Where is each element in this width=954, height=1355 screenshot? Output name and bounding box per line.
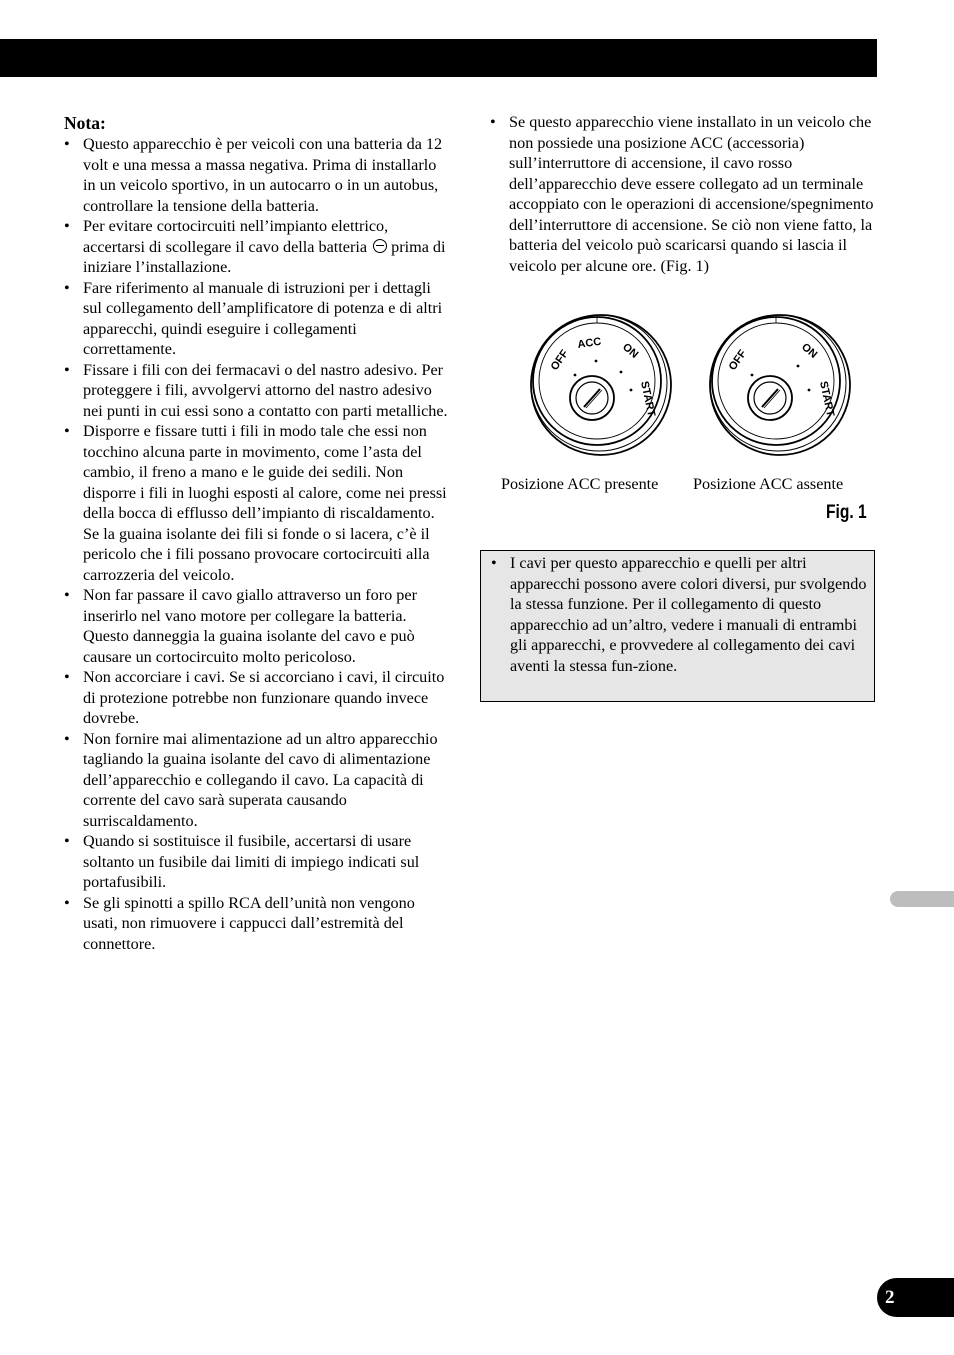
figure-label: Fig. 1 — [826, 502, 867, 523]
section-tab — [890, 891, 954, 907]
ignition-switches-illustration — [500, 308, 880, 458]
acc-section — [490, 112, 880, 276]
page-number: 2 — [877, 1278, 954, 1317]
list-item: • Questo apparecchio è per veicoli con una batteria da 12 volt e una messa a massa negativa. Prima di installarlo in un veicolo sportivo, in un autocarro o in un autobus, controllare la tensione della batteria. — [64, 134, 452, 216]
list-item: • I cavi per questo apparecchio e quelli per altri apparecchi possono avere colori diversi, pur svolgendo la stessa funzione. Per il collegamento di questo apparecchio ad un’altro, vedere i manuali di entrambi gli apparecchi, e provvedere al collegamento dei cavi aventi la stessa fun-zione. — [491, 553, 868, 676]
note-list — [491, 553, 868, 676]
ignition-switch-no-acc — [710, 315, 850, 455]
nota-section — [64, 112, 452, 954]
ignition-switch-acc — [531, 315, 671, 455]
switch-label-on: ON — [799, 341, 820, 361]
switch-label-off: OFF — [726, 347, 750, 373]
list-item: • Se questo apparecchio viene installato in un veicolo che non possiede una posizione ACC (accessoria) sull’interruttore di accensione, il cavo rosso dell’apparecchio deve essere collegato ad un terminale accoppiato con le operazioni di accensione/spegnimento dell’interruttore di accensione. Se ciò non viene fatto, la batteria del veicolo può scaricarsi quando si lascia il veicolo per alcune ore. (Fig. 1) — [490, 112, 880, 276]
list-item: • Non fornire mai alimentazione ad un altro apparecchio tagliando la guaina isolante del cavo di alimentazione dell’apparecchio e collegando il cavo. La capacità di corrente del cavo sarà superata causando surriscaldamento. — [64, 729, 452, 832]
caption-acc-present: Posizione ACC presente — [501, 475, 659, 493]
switch-label-on: ON — [620, 341, 641, 361]
note-box — [480, 550, 875, 702]
caption-acc-absent: Posizione ACC assente — [693, 475, 844, 493]
list-item-text: Per evitare cortocircuiti nell’impianto elettrico, accertarsi di scollegare il cavo della batteria — [83, 217, 389, 256]
list-item: • Non far passare il cavo giallo attraverso un foro per inserirlo nel vano motore per collegare la batteria. Questo danneggia la guaina isolante del cavo e può causare un cortocircuito molto pericoloso. — [64, 585, 452, 667]
nota-title: Nota: — [64, 113, 106, 133]
acc-list — [490, 112, 880, 276]
list-item: • Quando si sostituisce il fusibile, accertarsi di usare soltanto un fusibile dai limiti di impiego indicati sul portafusibili. — [64, 831, 452, 893]
switch-label-acc: ACC — [576, 335, 603, 351]
list-item-text: prima di iniziare l’installazione. — [83, 237, 446, 276]
switch-label-start: START — [817, 380, 837, 418]
nota-list — [64, 134, 452, 954]
list-item: • Fare riferimento al manuale di istruzioni per i dettagli sul collegamento dell’amplificatore di potenza e di altri apparecchi, quindi eseguire i collegamenti correttamente. — [64, 278, 452, 360]
minus-terminal-icon — [373, 239, 387, 253]
list-item: • Fissare i fili con dei fermacavi o del nastro adesivo. Per proteggere i fili, avvolgervi attorno del nastro adesivo nei punti in cui essi sono a contatto con parti metalliche. — [64, 360, 452, 422]
ignition-figure — [500, 308, 880, 458]
list-item: • Disporre e fissare tutti i fili in modo tale che essi non tocchino alcuna parte in movimento, come l’asta del cambio, il freno a mano e le guide dei sedili. Non disporre i fili in luoghi esposti al calore, come nei pressi della bocca di efflusso dell’impianto di riscaldamento. Se la guaina isolante dei fili si fonde o si lacera, c’è il pericolo che i fili possano provocare cortocircuiti alla carrozzeria del veicolo. — [64, 421, 452, 585]
list-item — [64, 216, 452, 278]
list-item: • Non accorciare i cavi. Se si accorciano i cavi, il circuito di protezione potrebbe non funzionare quando invece dovrebe. — [64, 667, 452, 729]
list-item: • Se gli spinotti a spillo RCA dell’unità non vengono usati, non rimuovere i cappucci dall’estremità del connettore. — [64, 893, 452, 955]
switch-label-start: START — [638, 380, 658, 418]
switch-label-off: OFF — [548, 347, 572, 373]
header-bar — [0, 39, 877, 77]
